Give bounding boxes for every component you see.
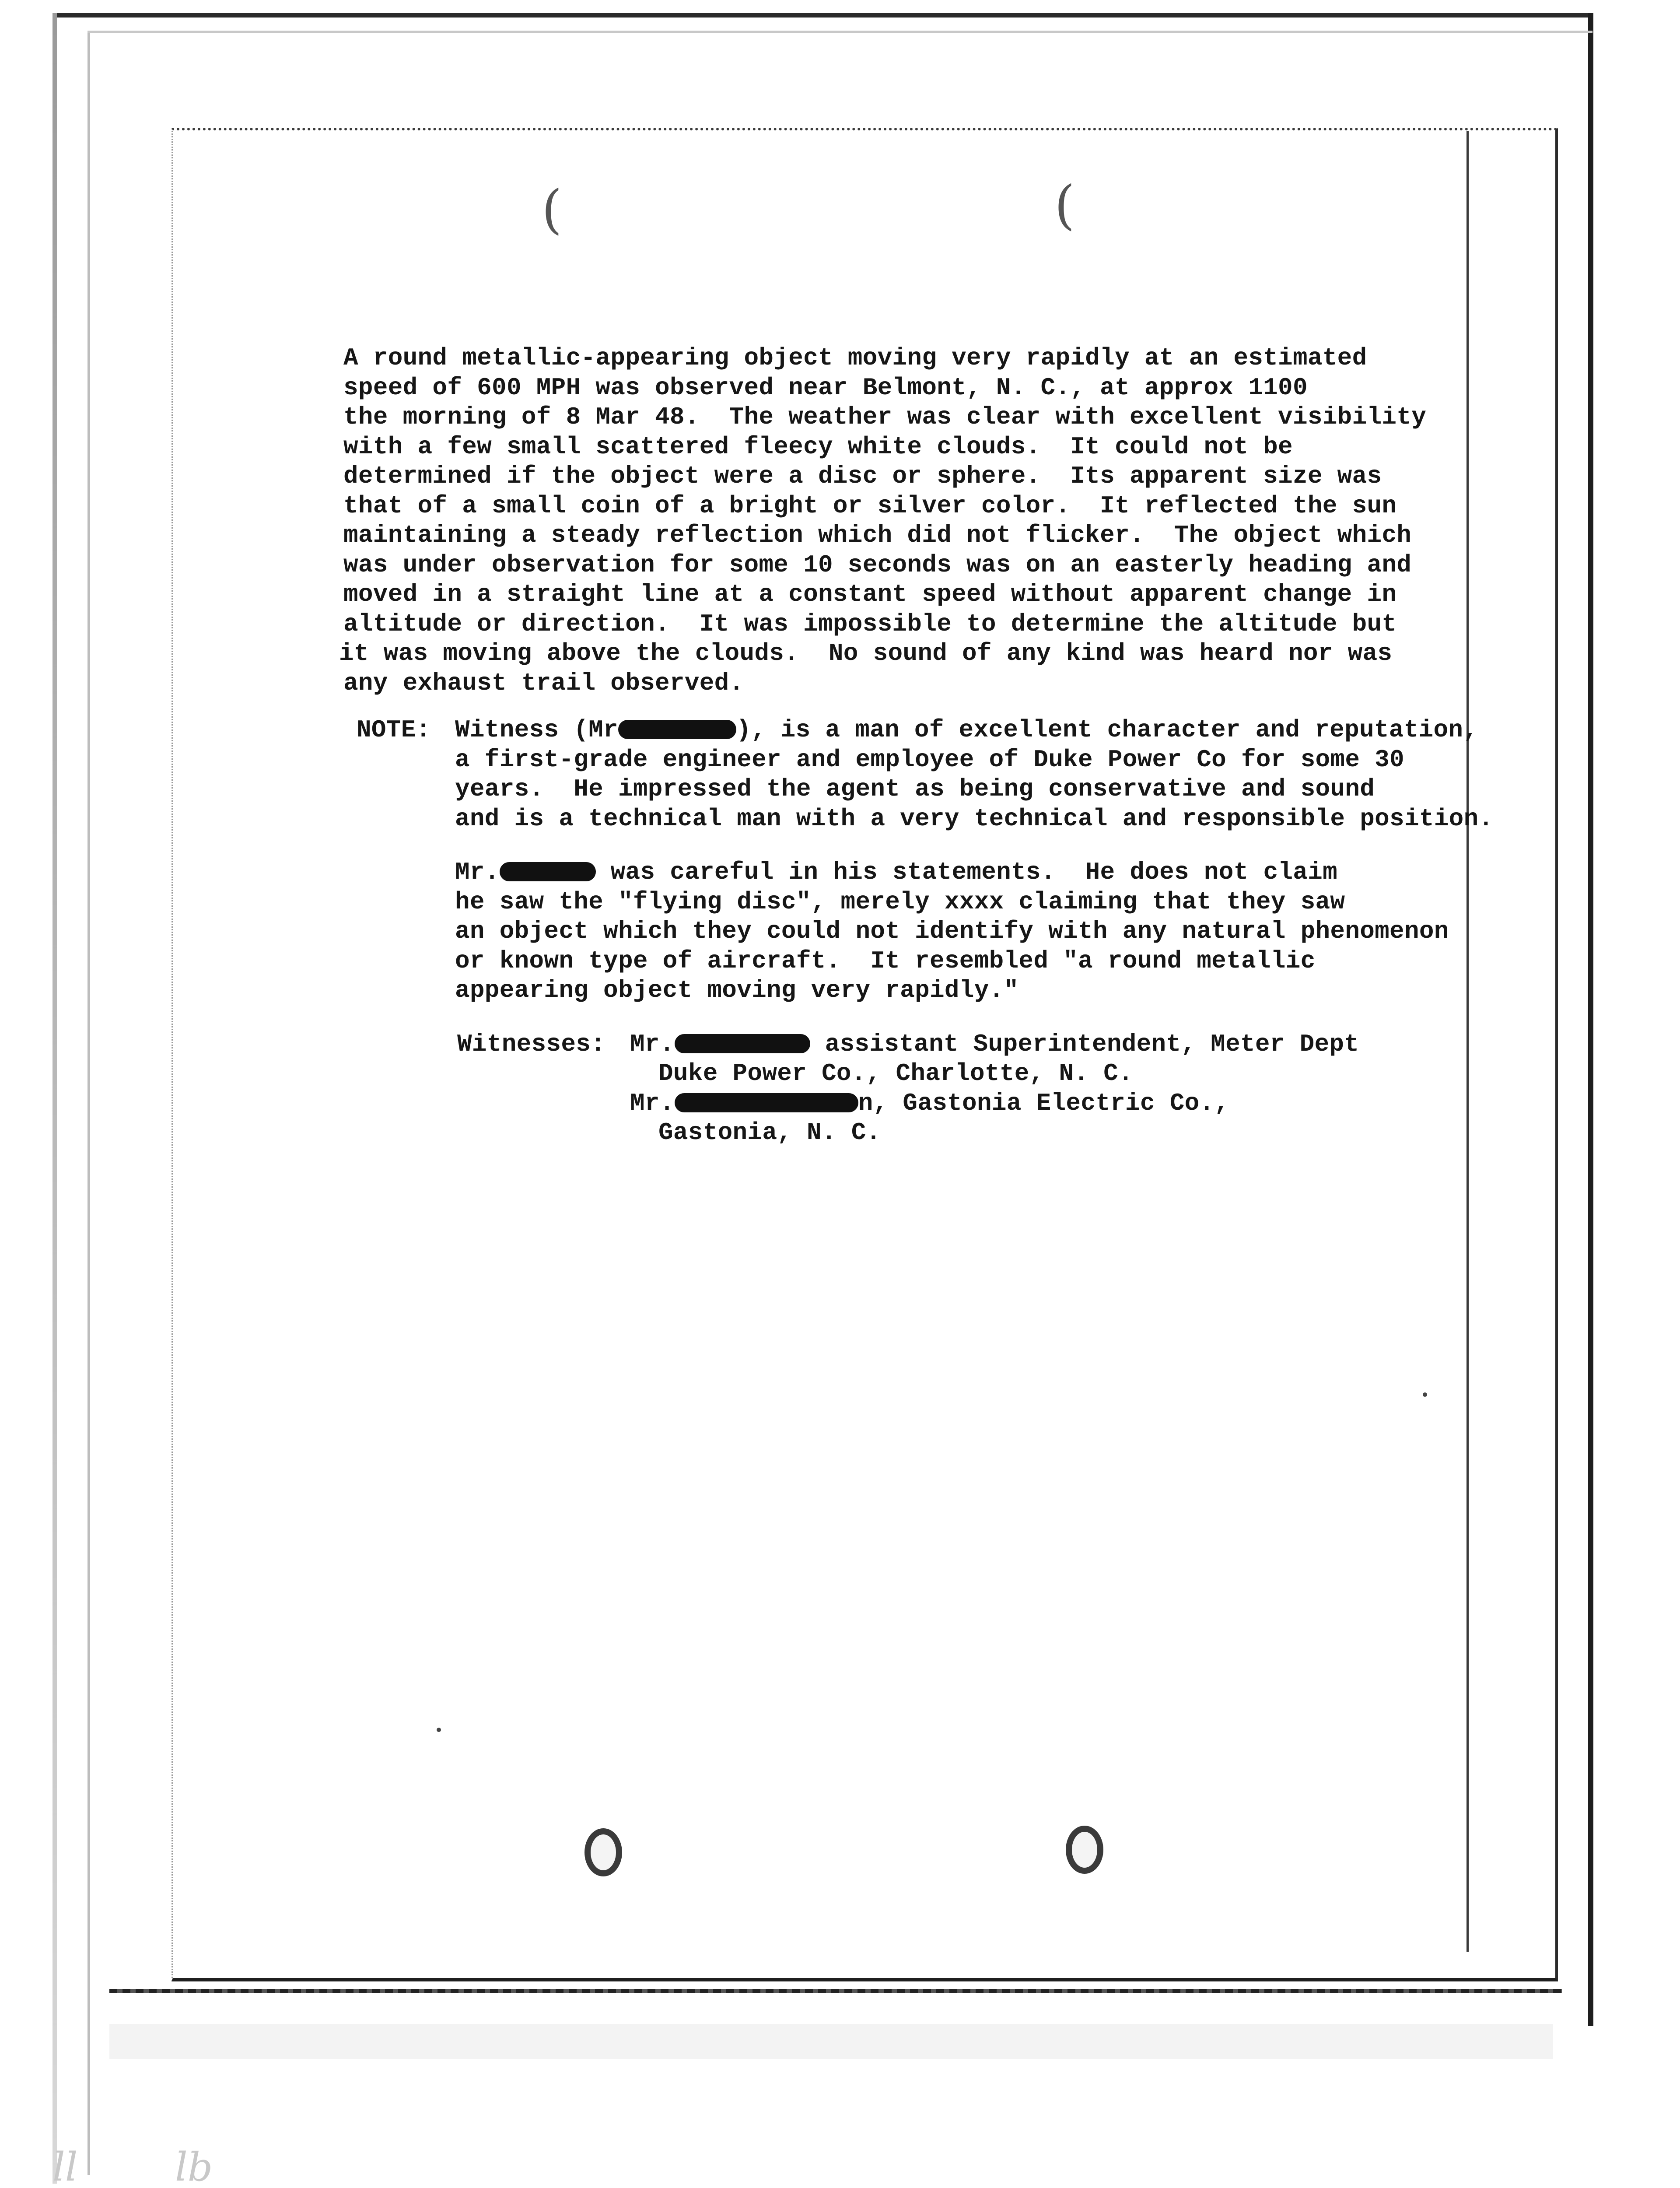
frame-right-edge [1588, 13, 1593, 2026]
text-line: the morning of 8 Mar 48. The weather was clear with excellent visibility [343, 403, 1427, 431]
text-line: with a few small scattered fleecy white clouds. It could not be [343, 433, 1293, 461]
text-line: moved in a straight line at a constant speed without apparent change in [343, 580, 1397, 608]
witness-2-employer: n, Gastonia Electric Co., [858, 1089, 1229, 1117]
punch-hole-right [1066, 1826, 1103, 1874]
note-line [455, 718, 1478, 742]
redaction-mark [618, 720, 736, 739]
note-line: and is a technical man with a very technical and responsible position. [455, 805, 1494, 833]
note-line: a first-grade engineer and employee of Duke Power Co for some 30 [455, 746, 1404, 774]
text-line: was under observation for some 10 seconds was on an easterly heading and [343, 551, 1412, 579]
frame-top-edge [57, 13, 1592, 18]
text-line: that of a small coin of a bright or silver color. It reflected the sun [343, 492, 1397, 520]
redaction-mark [500, 862, 596, 881]
text-line: it was moving above the clouds. No sound of any kind was heard nor was [339, 639, 1393, 667]
witness-1-line [630, 1032, 1359, 1056]
speck-mark [1423, 1392, 1427, 1397]
statement-line: he saw the "flying disc", merely xxxx claiming that they saw [455, 888, 1345, 916]
frame-inner-top-edge [88, 31, 1592, 33]
note-text-end: ), is a man of excellent character and reputation, [736, 716, 1478, 744]
witness-2-line [630, 1091, 1229, 1115]
witnesses-label: Witnesses: [457, 1030, 606, 1058]
witness-2-prefix: Mr. [630, 1089, 675, 1117]
statement-text-start: Mr. [455, 858, 500, 886]
faint-handwriting: ll [52, 2144, 78, 2188]
text-line: speed of 600 MPH was observed near Belmont, N. C., at approx 1100 [343, 374, 1308, 402]
punch-hole-left [584, 1828, 622, 1876]
text-line: altitude or direction. It was impossible to determine the altitude but [343, 610, 1397, 638]
sheet-right-shadow [1466, 131, 1469, 1952]
statement-line: appearing object moving very rapidly." [455, 976, 1019, 1004]
text-line: determined if the object were a disc or sphere. Its apparent size was [343, 462, 1382, 490]
witness-1-title: assistant Superintendent, Meter Dept [810, 1030, 1359, 1058]
redaction-mark [675, 1034, 810, 1053]
statement-text-end: was careful in his statements. He does not claim [595, 858, 1337, 886]
statement-line: an object which they could not identify with any natural phenomenon [455, 917, 1449, 945]
binder-mark-left: ( [542, 179, 562, 240]
text-line: maintaining a steady reflection which did not flicker. The object which [343, 521, 1412, 549]
bottom-rule [109, 1989, 1562, 1993]
binder-mark-right: ( [1054, 175, 1075, 236]
statement-line [455, 860, 1337, 884]
note-line: years. He impressed the agent as being conservative and sound [455, 775, 1375, 803]
note-label: NOTE: [357, 716, 431, 744]
frame-inner-left-edge [88, 31, 90, 2175]
bottom-shadow [109, 2024, 1553, 2059]
note-text-start: Witness (Mr [455, 716, 618, 744]
faint-handwriting: lb [175, 2144, 213, 2188]
witness-2-location: Gastonia, N. C. [658, 1119, 881, 1147]
speck-mark [437, 1728, 441, 1732]
frame-left-edge [52, 13, 57, 2184]
redaction-mark [675, 1093, 858, 1112]
text-line: A round metallic-appearing object moving very rapidly at an estimated [343, 344, 1367, 372]
witness-1-prefix: Mr. [630, 1030, 675, 1058]
witness-1-employer: Duke Power Co., Charlotte, N. C. [658, 1059, 1133, 1087]
text-line: any exhaust trail observed. [343, 669, 744, 697]
statement-line: or known type of aircraft. It resembled "a round metallic [455, 947, 1316, 975]
